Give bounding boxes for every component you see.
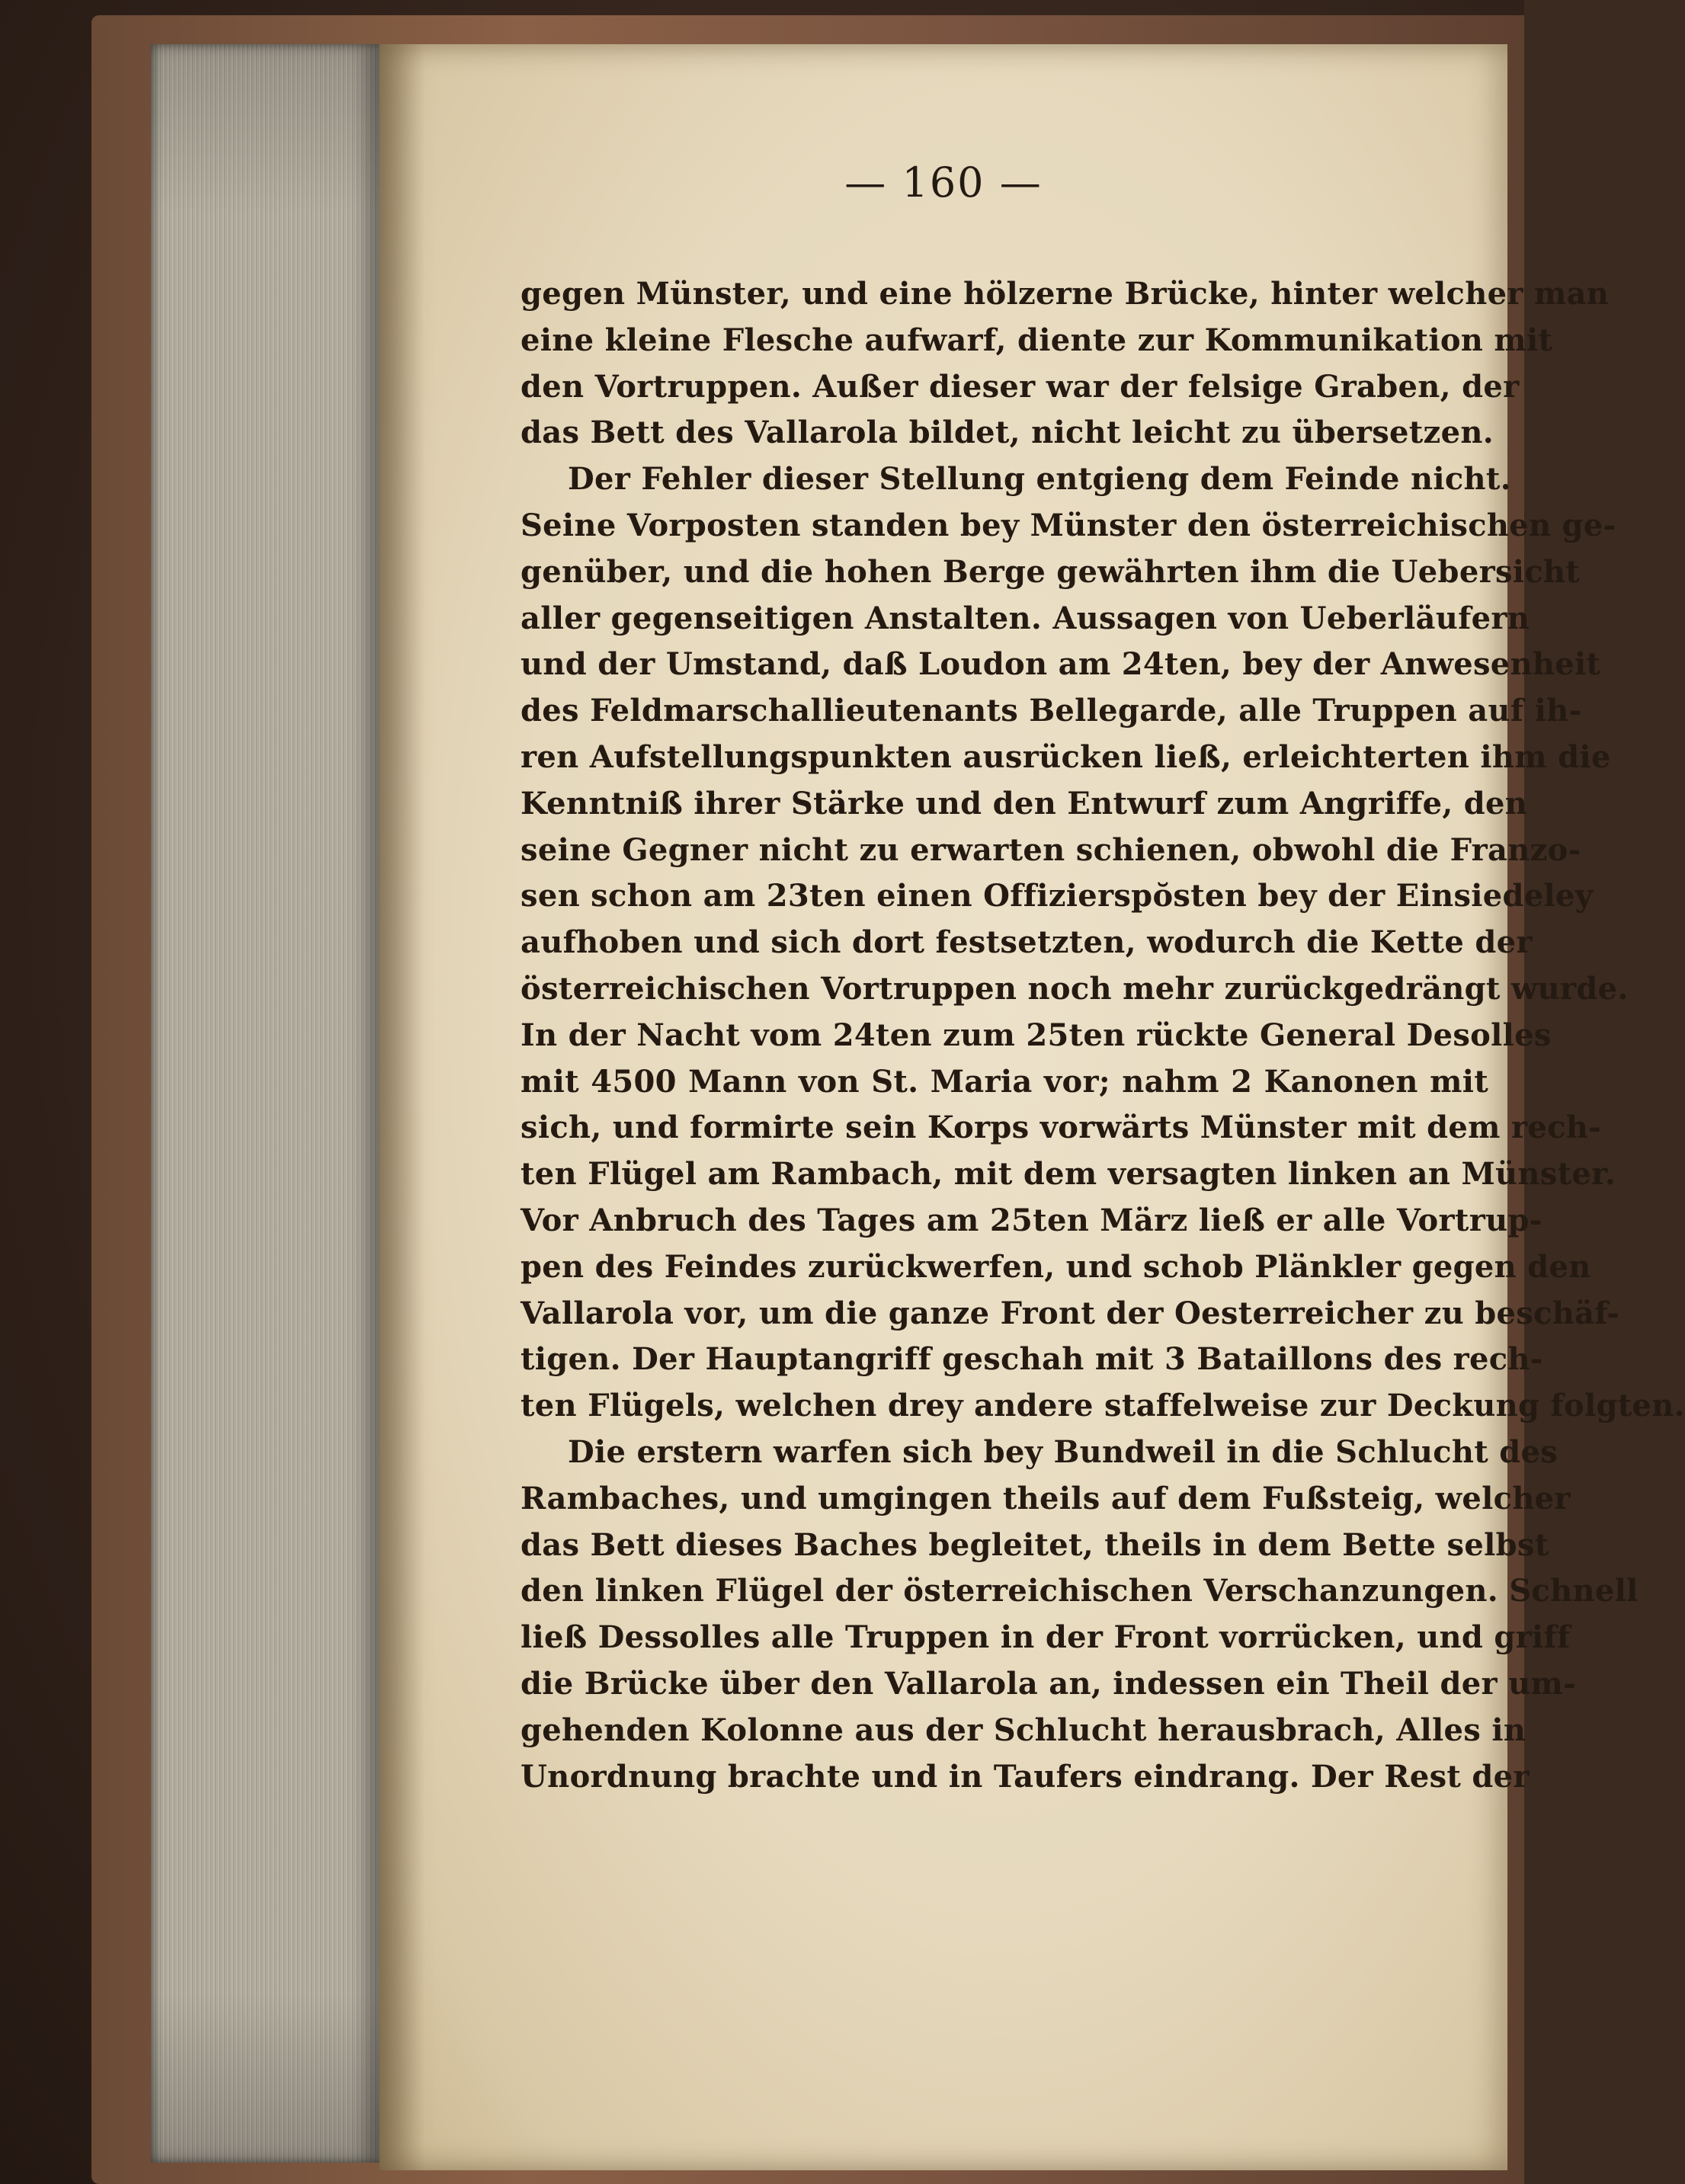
text-line: ten Flügel am Rambach, mit dem versagten linken an Münster. — [521, 1156, 1616, 1193]
body-text — [521, 271, 1685, 1800]
text-line: ren Aufstellungspunkten ausrücken ließ, erleichterten ihm die — [521, 738, 1611, 775]
text-line: pen des Feindes zurückwerfen, und schob Plänkler gegen den — [521, 1248, 1591, 1285]
text-line: Vallarola vor, um die ganze Front der Oesterreicher zu beschäf- — [521, 1295, 1620, 1331]
text-line: sen schon am 23ten einen Offizierspŏsten bey der Einsiedeley — [521, 878, 1594, 914]
text-line: den linken Flügel der österreichischen Verschanzungen. Schnell — [521, 1573, 1639, 1609]
text-line: den Vortruppen. Außer dieser war der felsige Graben, der — [521, 368, 1520, 405]
text-line: das Bett dieses Baches begleitet, theils in dem Bette selbst — [521, 1526, 1549, 1563]
text-line: gegen Münster, und eine hölzerne Brücke, hinter welcher man — [521, 276, 1610, 312]
text-line: aller gegenseitigen Anstalten. Aussagen von Ueberläufern — [521, 600, 1530, 636]
text-line: des Feldmarschallieutenants Bellegarde, alle Truppen auf ih- — [521, 693, 1582, 729]
text-line: ten Flügels, welchen drey andere staffelweise zur Deckung folgten. — [521, 1388, 1685, 1424]
text-line: Kenntniß ihrer Stärke und den Entwurf zum Angriffe, den — [521, 785, 1528, 821]
text-line: die Brücke über den Vallarola an, indessen ein Theil der um- — [521, 1665, 1576, 1702]
text-line: das Bett des Vallarola bildet, nicht leicht zu übersetzen. — [521, 415, 1494, 451]
text-line: sich, und formirte sein Korps vorwärts Münster mit dem rech- — [521, 1110, 1602, 1146]
book-page — [380, 44, 1685, 2170]
text-line: Der Fehler dieser Stellung entgieng dem Feinde nicht. — [568, 461, 1511, 498]
text-line: mit 4500 Mann von St. Maria vor; nahm 2 Kanonen mit — [521, 1063, 1488, 1100]
text-line: Vor Anbruch des Tages am 25ten März ließ er alle Vortrup- — [521, 1202, 1542, 1238]
text-line: eine kleine Flesche aufwarf, diente zur Kommunikation mit — [521, 322, 1553, 358]
book-page-edges — [151, 44, 380, 2163]
page-number: — 160 — — [844, 159, 1043, 207]
text-line: genüber, und die hohen Berge gewährten ihm die Uebersicht — [521, 553, 1581, 590]
text-line: Die erstern warfen sich bey Bundweil in die Schlucht des — [568, 1433, 1558, 1470]
text-line: Seine Vorposten standen bey Münster den österreichischen ge- — [521, 507, 1616, 543]
text-line: gehenden Kolonne aus der Schlucht herausbrach, Alles in — [521, 1712, 1526, 1748]
text-line: Unordnung brachte und in Taufers eindrang. Der Rest der — [521, 1758, 1530, 1795]
text-line: aufhoben und sich dort festsetzten, wodurch die Kette der — [521, 924, 1533, 961]
text-line: ließ Dessolles alle Truppen in der Front vorrücken, und griff — [521, 1619, 1571, 1656]
text-line: österreichischen Vortruppen noch mehr zurückgedrängt wurde. — [521, 970, 1629, 1007]
text-line: In der Nacht vom 24ten zum 25ten rückte General Desolles — [521, 1017, 1552, 1053]
text-line: seine Gegner nicht zu erwarten schienen, obwohl die Franzo- — [521, 831, 1581, 868]
text-line: und der Umstand, daß Loudon am 24ten, bey der Anwesenheit — [521, 646, 1601, 683]
text-line: tigen. Der Hauptangriff geschah mit 3 Bataillons des rech- — [521, 1341, 1543, 1378]
text-line: Rambaches, und umgingen theils auf dem Fußsteig, welcher — [521, 1480, 1571, 1516]
